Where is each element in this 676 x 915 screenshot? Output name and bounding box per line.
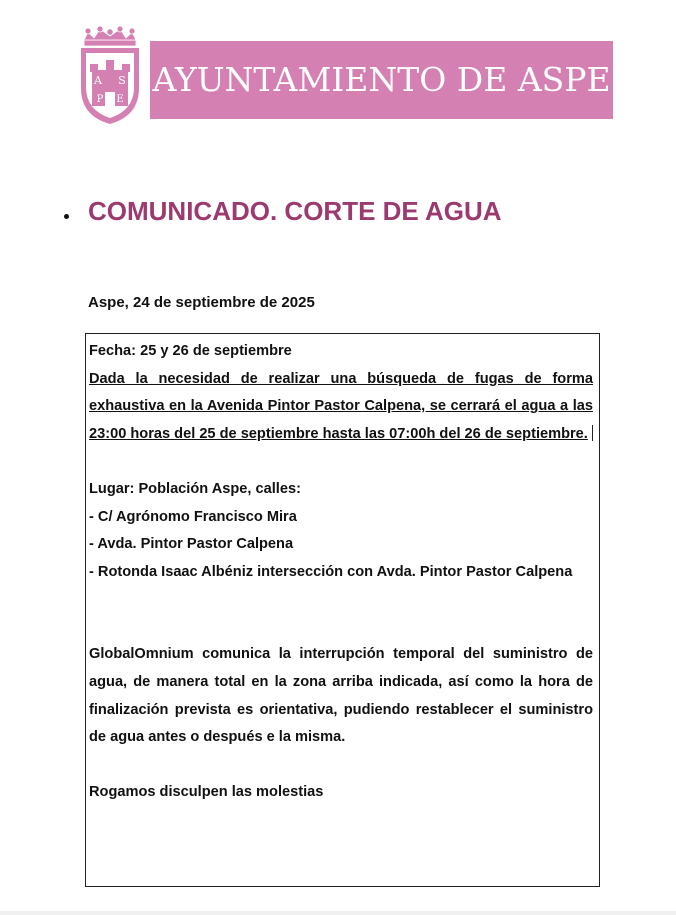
street-item: - Avda. Pintor Pastor Calpena bbox=[89, 536, 294, 553]
notice-summary-text: Dada la necesidad de realizar una búsqueda de fugas de forma exhaustiva en la Avenida Pintor Pastor Calpena, se cerrará el agua a las 23:00 horas del 25 de septiembre hasta las 07:00h del 26 de septiembre. bbox=[89, 370, 593, 442]
date-line: Aspe, 24 de septiembre de 2025 bbox=[88, 294, 315, 311]
page-title: COMUNICADO. CORTE DE AGUA bbox=[88, 196, 502, 226]
street-item: - C/ Agrónomo Francisco Mira bbox=[89, 508, 297, 525]
title-row bbox=[60, 192, 656, 236]
notice-summary bbox=[89, 366, 593, 449]
logo-letter-s: S bbox=[118, 74, 126, 87]
notice-date: Fecha: 25 y 26 de septiembre bbox=[89, 343, 292, 359]
street-item: - Rotonda Isaac Albéniz intersección con Avda. Pintor Pastor Calpena bbox=[89, 563, 573, 580]
logo-letter-p: P bbox=[96, 94, 104, 105]
org-name-banner: AYUNTAMIENTO DE ASPE bbox=[150, 41, 613, 119]
logo-letter-e: E bbox=[116, 94, 124, 105]
notice-location: Lugar: Población Aspe, calles: bbox=[89, 480, 301, 497]
logo-letter-a: A bbox=[94, 74, 102, 87]
bullet-icon bbox=[64, 214, 69, 219]
page-bottom-edge bbox=[0, 911, 676, 915]
notice-box bbox=[85, 333, 600, 887]
notice-closing: Rogamos disculpen las molestias bbox=[89, 784, 324, 801]
aspe-coat-of-arms-logo bbox=[78, 26, 142, 126]
text-cursor bbox=[592, 425, 593, 441]
notice-body: GlobalOmnium comunica la interrupción temporal del suministro de agua, de manera total en la zona arriba indicada, así como la hora de finalización prevista es orientativa, pudiendo restablecer el suministro de agua antes o después e la misma. bbox=[89, 646, 593, 746]
